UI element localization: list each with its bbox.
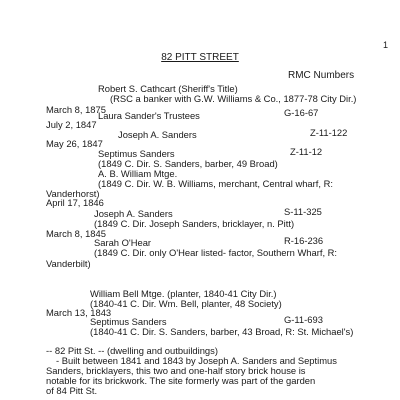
rmc-code: G-11-693	[284, 314, 323, 325]
entry-line: Joseph A. Sanders	[118, 129, 197, 140]
entry-date: May 26, 1847	[46, 138, 103, 149]
entry-line: Septimus Sanders	[90, 316, 167, 327]
entry-date: March 13, 1843	[46, 307, 112, 318]
section-heading: -- 82 Pitt St. -- (dwelling and outbuildings)	[46, 345, 218, 356]
entry-line: Robert S. Cathcart (Sheriff's Title)	[98, 83, 238, 94]
entry-line: (1840-41 C. Dir. S. Sanders, barber, 43 Broad, R: St. Michael's)	[90, 326, 354, 337]
entry-line: A. B. William Mtge.	[98, 168, 178, 179]
rmc-code: S-11-325	[284, 206, 322, 217]
page-number: 1	[382, 40, 388, 50]
paragraph-line: of 84 Pitt St.	[46, 385, 98, 396]
entry-line: Sarah O'Hear	[94, 237, 152, 248]
entry-line: (1840-41 C. Dir. Wm. Bell, planter, 48 Society)	[90, 298, 282, 309]
rmc-column-header: RMC Numbers	[288, 70, 355, 81]
entry-line: William Bell Mtge. (planter, 1840-41 City Dir.)	[90, 288, 277, 299]
entry-line: Vanderbilt)	[46, 258, 91, 269]
entry-line: (1849 C. Dir. W. B. Williams, merchant, Central wharf, R:	[98, 178, 333, 189]
entry-date: April 17, 1846	[46, 197, 104, 208]
rmc-code: G-16-67	[284, 107, 319, 118]
entry-line: Septimus Sanders	[98, 148, 175, 159]
paragraph-line: Sanders, bricklayers, this two and one-half story brick house is	[46, 365, 306, 376]
entry-line: Laura Sander's Trustees	[98, 110, 200, 121]
entry-line: (1849 C. Dir. only O'Hear listed- factor, Southern Wharf, R:	[94, 247, 338, 258]
rmc-code: Z-11-122	[310, 127, 348, 138]
page-title: 82 PITT STREET	[161, 52, 239, 63]
paragraph-line: - Built between 1841 and 1843 by Joseph A. Sanders and Septimus	[56, 355, 337, 366]
entry-line: (1849 C. Dir. Joseph Sanders, bricklayer, n. Pitt)	[94, 218, 295, 229]
paragraph-line: notable for its brickwork. The site formerly was part of the garden	[46, 375, 316, 386]
entry-line: Vanderhorst)	[46, 188, 100, 199]
entry-line: (RSC a banker with G.W. Williams & Co., 1877-78 City Dir.)	[110, 93, 357, 104]
rmc-code: Z-11-12	[290, 146, 323, 157]
entry-date: July 2, 1847	[46, 119, 97, 130]
entry-date: March 8, 1875	[46, 104, 106, 115]
entry-line: Joseph A. Sanders	[94, 208, 173, 219]
entry-date: March 8, 1845	[46, 228, 106, 239]
rmc-code: R-16-236	[284, 235, 324, 246]
entry-line: (1849 C. Dir. S. Sanders, barber, 49 Broad)	[98, 158, 278, 169]
